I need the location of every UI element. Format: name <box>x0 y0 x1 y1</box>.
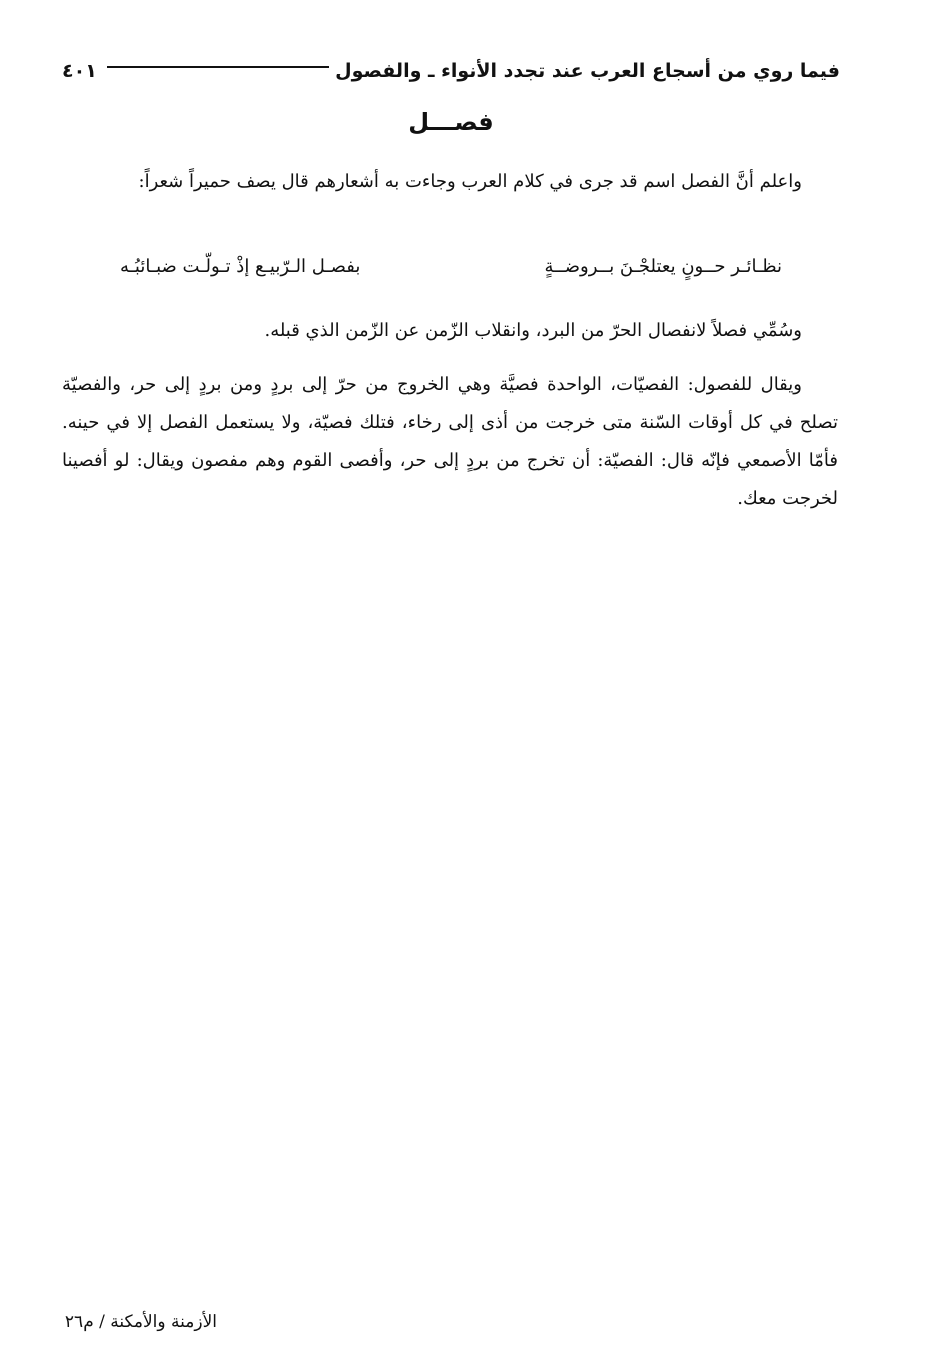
header-rule <box>107 66 329 68</box>
paragraph-naming: وسُمِّي فصلاً لانفصال الحرّ من البرد، وانقلاب الزّمن عن الزّمن الذي قبله. <box>264 320 802 341</box>
footer-signature: الأزمنة والأمكنة / م٢٦ <box>64 1312 217 1332</box>
verse-first-hemistich: نظـائـر حــونٍ يعتلجْـنَ بــروضــةٍ <box>544 256 782 277</box>
poem-verse <box>62 256 838 296</box>
section-heading: فصـــل <box>408 108 494 136</box>
page-number: ٤٠١ <box>62 60 97 82</box>
running-title: فيما روي من أسجاع العرب عند تجدد الأنواء ـ والفصول <box>335 60 840 82</box>
verse-second-hemistich: بفصـل الـرّبيـع إذْ تـولّـت ضبـائبُـه <box>120 256 361 277</box>
paragraph-intro: واعلم أنَّ الفصل اسم قد جرى في كلام العرب وجاءت به أشعارهم قال يصف حميراً شعراً: <box>138 171 802 192</box>
running-header <box>62 56 840 86</box>
paragraph-definition: ويقال للفصول: الفصيّات، الواحدة فصيَّة وهي الخروج من حرّ إلى بردٍ ومن بردٍ إلى حر، والفصيّة تصلح في كل أوقات السّنة متى خرجت من أذى إلى رخاء، فتلك فصيّة، ولا يستعمل الفصل إلا في حينه. فأمّا الأصمعي فإنّه قال: الفصيّة: أن تخرج من بردٍ إلى حر، وأفصى القوم وهم مفصون ويقال: لو أفصينا لخرجت معك. <box>62 374 838 509</box>
